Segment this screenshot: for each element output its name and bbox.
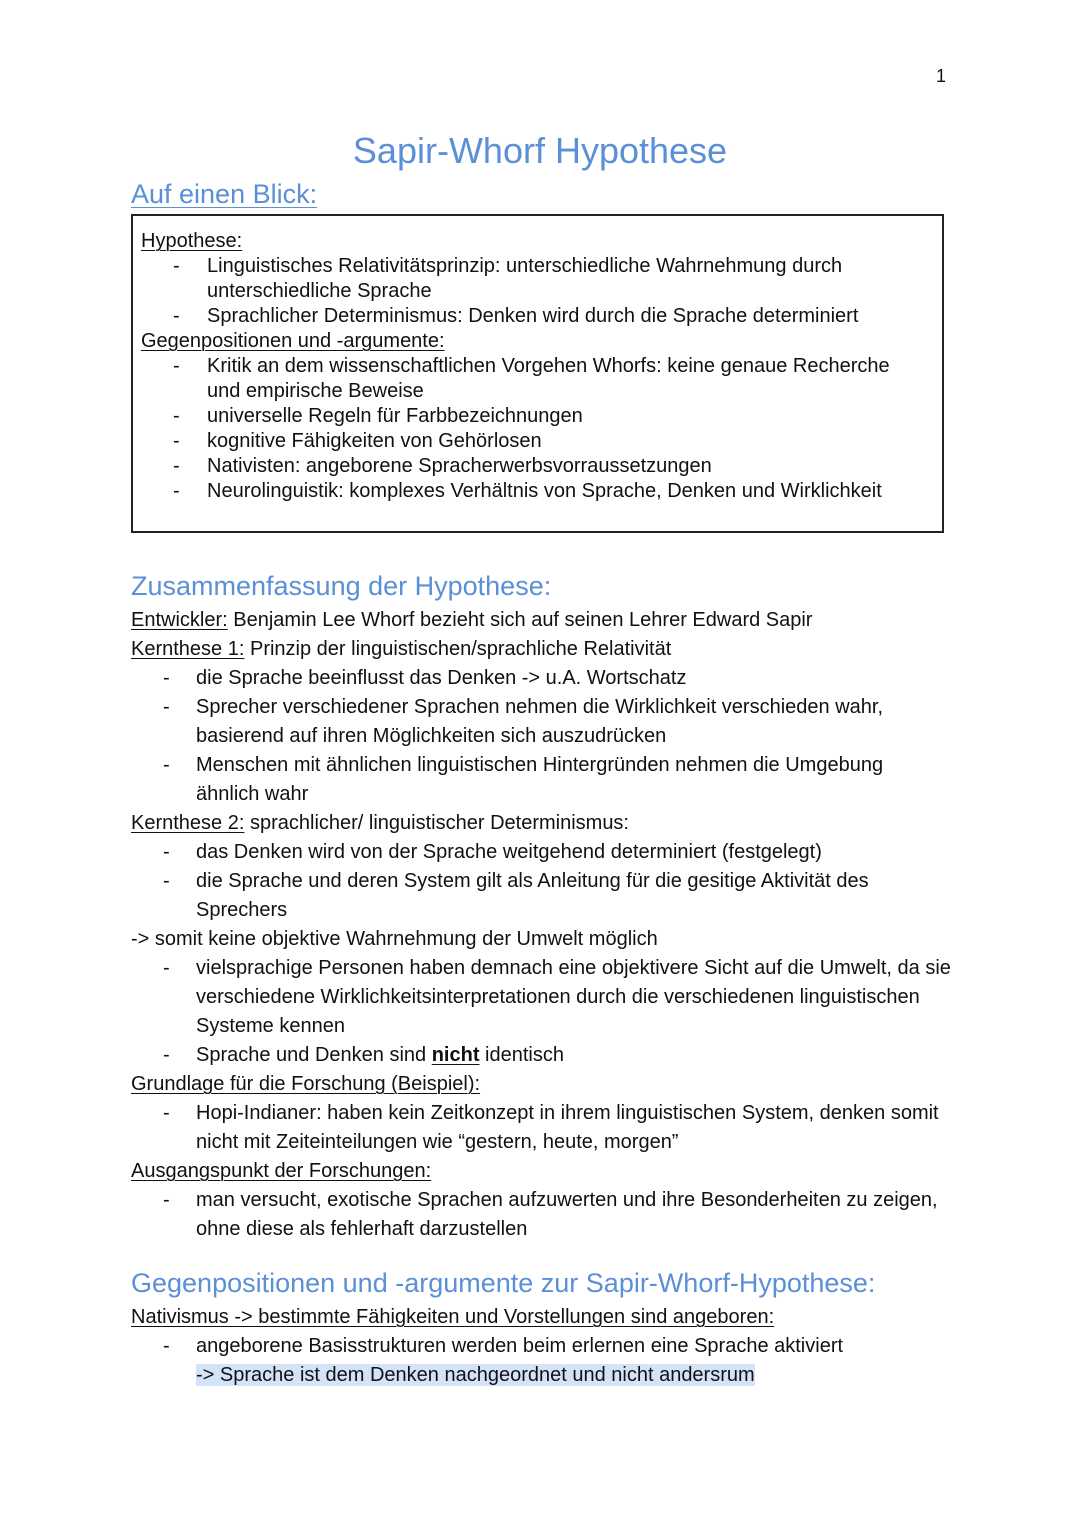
kernthese-2-text: sprachlicher/ linguistischer Determinismus: (244, 812, 629, 834)
list-item: - Linguistisches Relativitätsprinzip: unterschiedliche Wahrnehmung durch unterschiedliche Sprache (173, 255, 843, 302)
counter-label: Gegenpositionen und -argumente: (141, 330, 445, 352)
list-item: - Kritik an dem wissenschaftlichen Vorgehen Whorfs: keine genaue Recherche und empirische Beweise (173, 355, 890, 402)
list-item: - die Sprache beeinflusst das Denken -> u.A. Wortschatz (163, 667, 687, 689)
counter-section (131, 1303, 961, 1390)
page-number: 1 (936, 66, 947, 86)
kernthese-2-label: Kernthese 2: (131, 812, 245, 834)
list-item: - kognitive Fähigkeiten von Gehörlosen (173, 430, 542, 452)
list-item: - angeborene Basisstrukturen werden beim erlernen eine Sprache aktiviert (163, 1335, 844, 1357)
research-start-label: Ausgangspunkt der Forschungen: (131, 1160, 432, 1182)
hypothesis-label: Hypothese: (141, 230, 243, 252)
kernthese-1-text: Prinzip der linguistischen/sprachliche Relativität (244, 638, 672, 660)
list-item: - Sprachlicher Determinismus: Denken wird durch die Sprache determiniert (173, 305, 859, 327)
overview-heading: Auf einen Blick: (131, 179, 318, 209)
list-item: - universelle Regeln für Farbbezeichnungen (173, 405, 583, 427)
list-item: - Sprecher verschiedener Sprachen nehmen die Wirklichkeit verschieden wahr, basierend auf ihren Möglichkeiten sich auszudrücken (163, 696, 884, 747)
emphasis-nicht: nicht (431, 1044, 480, 1066)
list-item: - Neurolinguistik: komplexes Verhältnis von Sprache, Denken und Wirklichkeit (173, 480, 882, 502)
developer-text: Benjamin Lee Whorf bezieht sich auf seinen Lehrer Edward Sapir (227, 609, 813, 631)
kernthese-1-label: Kernthese 1: (131, 638, 245, 660)
highlighted-conclusion: -> Sprache ist dem Denken nachgeordnet und nicht andersrum (196, 1364, 755, 1386)
list-item: - das Denken wird von der Sprache weitgehend determiniert (festgelegt) (163, 841, 822, 863)
list-item: - vielsprachige Personen haben demnach eine objektivere Sicht auf die Umwelt, da sie verschiedene Wirklichkeitsinterpretationen durch die verschiedenen linguistischen Systeme kennen (163, 957, 951, 1037)
nativism-label: Nativismus -> bestimmte Fähigkeiten und Vorstellungen sind angeboren: (131, 1306, 775, 1328)
page-title: Sapir-Whorf Hypothese (352, 130, 728, 171)
summary-section (131, 606, 961, 1244)
counter-heading: Gegenpositionen und -argumente zur Sapir-Whorf-Hypothese: (131, 1268, 876, 1298)
developer-label: Entwickler: (131, 609, 228, 631)
list-item: - Sprache und Denken sind nicht identisch (163, 1044, 564, 1066)
list-item: - die Sprache und deren System gilt als Anleitung für die gesitige Aktivität des Sprechers (163, 870, 869, 921)
overview-box (131, 214, 944, 533)
research-basis-label: Grundlage für die Forschung (Beispiel): (131, 1073, 481, 1095)
summary-heading: Zusammenfassung der Hypothese: (131, 571, 552, 601)
list-item: - man versucht, exotische Sprachen aufzuwerten und ihre Besonderheiten zu zeigen, ohne diese als fehlerhaft darzustellen (163, 1189, 938, 1240)
list-item: - Nativisten: angeborene Spracherwerbsvorraussetzungen (173, 455, 712, 477)
list-item: - Menschen mit ähnlichen linguistischen Hintergründen nehmen die Umgebung ähnlich wahr (163, 754, 884, 805)
list-item: - Hopi-Indianer: haben kein Zeitkonzept in ihrem linguistischen System, denken somit nicht mit Zeiteinteilungen wie “gestern, heute, morgen” (163, 1102, 939, 1153)
list-item (131, 1361, 951, 1390)
conclusion-text: -> somit keine objektive Wahrnehmung der Umwelt möglich (131, 928, 658, 950)
